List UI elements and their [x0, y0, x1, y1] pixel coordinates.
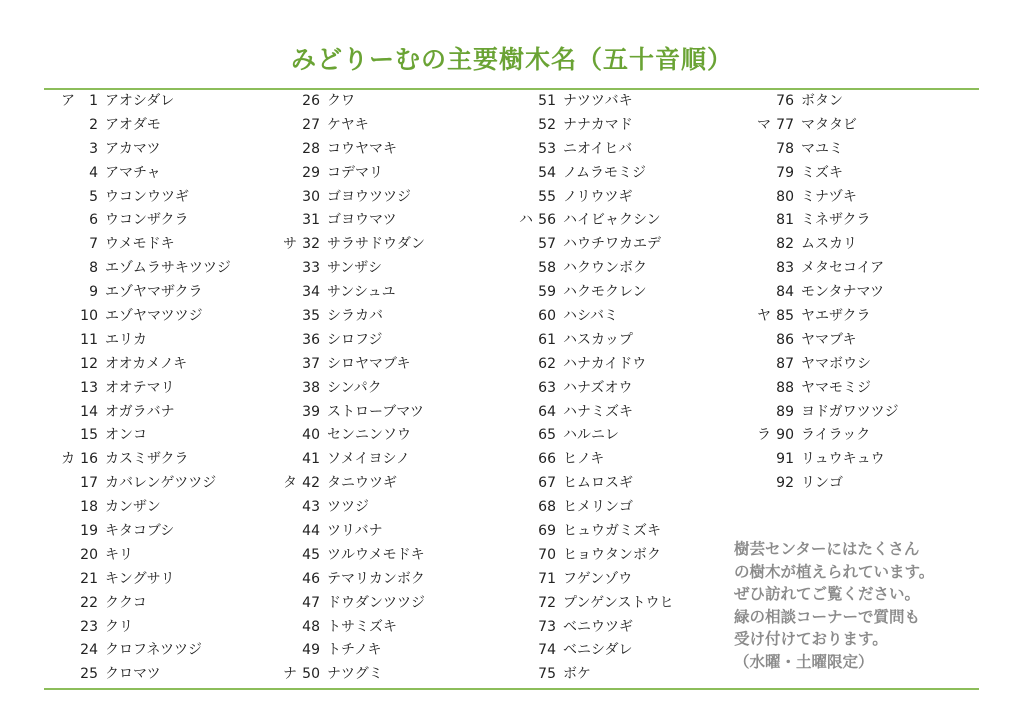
tree-number: 87	[776, 355, 794, 372]
tree-name: ツリバナ	[327, 523, 383, 540]
tree-number: 83	[776, 260, 794, 277]
tree-number: 56	[538, 212, 556, 229]
tree-name: ヒメリンゴ	[563, 499, 633, 516]
kana-index-label: タ	[283, 475, 297, 492]
tree-number: 54	[538, 164, 556, 181]
tree-name: ウメモドキ	[105, 236, 175, 253]
tree-name: カンザン	[105, 499, 161, 516]
tree-name: シラカバ	[327, 308, 383, 325]
tree-number: 80	[776, 188, 794, 205]
tree-name: ハルニレ	[563, 427, 619, 444]
tree-name: ハナカイドウ	[563, 355, 647, 372]
tree-number: 14	[80, 403, 98, 420]
tree-number: 52	[538, 116, 556, 133]
kana-index-label: サ	[283, 236, 297, 253]
tree-name: シロヤマブキ	[327, 355, 411, 372]
note-line: 樹芸センターにはたくさん	[734, 540, 920, 558]
tree-number: 68	[538, 499, 556, 516]
tree-number: 34	[302, 284, 320, 301]
tree-number: 76	[776, 93, 794, 109]
tree-number: 24	[80, 642, 98, 659]
kana-index-label: ラ	[757, 427, 771, 444]
tree-number: 20	[80, 546, 98, 563]
tree-number: 13	[80, 379, 98, 396]
tree-number: 39	[302, 403, 320, 420]
tree-name: プンゲンストウヒ	[563, 594, 674, 611]
tree-name: ストローブマツ	[327, 403, 424, 420]
tree-name: ハナズオウ	[563, 379, 633, 396]
tree-number: 88	[776, 379, 794, 396]
tree-name: シロフジ	[327, 331, 383, 348]
tree-number: 91	[776, 451, 794, 468]
tree-number: 75	[538, 666, 556, 683]
tree-number: 70	[538, 546, 556, 563]
tree-name: マユミ	[801, 140, 843, 157]
tree-name: クリ	[105, 618, 133, 635]
tree-name: サラサドウダン	[327, 236, 425, 253]
tree-number: 61	[538, 331, 556, 348]
tree-number: 47	[302, 594, 320, 611]
tree-name: ヒョウタンボク	[563, 546, 661, 563]
tree-name: シンパク	[327, 379, 382, 396]
tree-name: ヤマボウシ	[801, 355, 871, 372]
tree-number: 1	[89, 93, 98, 109]
kana-index-label: ハ	[519, 212, 533, 229]
note-line: ぜひ訪れてご覧ください。	[734, 585, 921, 603]
tree-number: 43	[302, 499, 320, 516]
tree-number: 31	[302, 212, 320, 229]
tree-name: オオカメノキ	[105, 355, 188, 372]
tree-name: クワ	[327, 93, 355, 109]
tree-number: 77	[776, 116, 794, 133]
tree-name: サンシュユ	[327, 284, 396, 301]
tree-name: ハクモクレン	[563, 284, 647, 301]
tree-name: タニウツギ	[327, 475, 397, 492]
tree-name: ボタン	[801, 93, 843, 109]
tree-number: 30	[302, 188, 320, 205]
tree-name: ボケ	[563, 666, 591, 683]
tree-number: 71	[538, 570, 556, 587]
tree-number: 57	[538, 236, 556, 253]
tree-number: 4	[89, 164, 98, 181]
page-title: みどりーむの主要樹木名（五十音順）	[290, 45, 733, 74]
tree-name: ヤマモミジ	[801, 379, 871, 396]
tree-name: アオダモ	[105, 116, 161, 133]
tree-number: 89	[776, 403, 794, 420]
tree-name: エゾヤマザクラ	[105, 284, 203, 301]
tree-name: ウコンザクラ	[105, 212, 189, 229]
tree-number: 64	[538, 403, 556, 420]
tree-name: クロマツ	[105, 666, 161, 683]
tree-number: 3	[89, 140, 98, 157]
tree-name: ハスカップ	[563, 331, 633, 348]
tree-name: テマリカンボク	[327, 570, 425, 587]
tree-number: 84	[776, 284, 794, 301]
tree-name: ミナヅキ	[801, 188, 857, 205]
tree-name: ヤマブキ	[801, 331, 857, 348]
tree-number: 8	[89, 260, 98, 277]
tree-name: ムスカリ	[801, 236, 857, 253]
tree-name: ノムラモミジ	[563, 164, 647, 181]
tree-name: アオシダレ	[105, 93, 175, 109]
tree-number: 5	[89, 188, 98, 205]
tree-name: サンザシ	[327, 260, 383, 277]
tree-name: ナツツバキ	[563, 93, 633, 109]
tree-name: エリカ	[105, 331, 147, 348]
tree-name: カバレンゲツツジ	[105, 475, 217, 492]
tree-name: ミネザクラ	[801, 212, 871, 229]
tree-name: ゴヨウツツジ	[327, 188, 411, 205]
tree-number: 45	[302, 546, 320, 563]
tree-number: 29	[302, 164, 320, 181]
tree-number: 73	[538, 618, 556, 635]
tree-number: 78	[776, 140, 794, 157]
note-line: 受け付けております。	[734, 630, 888, 648]
tree-name: キタコブシ	[105, 523, 175, 540]
tree-number: 23	[80, 618, 98, 635]
tree-number: 59	[538, 284, 556, 301]
tree-name: リュウキュウ	[801, 451, 885, 468]
tree-number: 41	[302, 451, 320, 468]
tree-number: 18	[80, 499, 98, 516]
tree-name: トサミズキ	[327, 618, 397, 635]
tree-name: ツツジ	[327, 499, 369, 516]
tree-number: 6	[89, 212, 98, 229]
tree-name: オンコ	[105, 427, 147, 444]
tree-number: 27	[302, 116, 320, 133]
tree-number: 32	[302, 236, 320, 253]
tree-number: 40	[302, 427, 320, 444]
tree-name: ハシバミ	[563, 308, 619, 325]
tree-number: 72	[538, 594, 556, 611]
tree-number: 55	[538, 188, 556, 205]
note-line: （水曜・土曜限定）	[734, 652, 874, 671]
tree-number: 21	[80, 570, 98, 587]
tree-name: コデマリ	[327, 164, 383, 181]
tree-number: 60	[538, 308, 556, 325]
tree-number: 28	[302, 140, 320, 157]
note-line: 緑の相談コーナーで質問も	[734, 607, 921, 626]
tree-number: 82	[776, 236, 794, 253]
kana-index-label: マ	[757, 116, 771, 133]
tree-name: アカマツ	[105, 140, 161, 157]
tree-name: フゲンゾウ	[563, 570, 633, 587]
tree-number: 53	[538, 140, 556, 157]
tree-name: ドウダンツツジ	[327, 594, 425, 611]
tree-name: メタセコイア	[801, 260, 885, 277]
tree-name: ニオイヒバ	[563, 140, 633, 157]
tree-name: カスミザクラ	[105, 451, 189, 468]
tree-name: アマチャ	[105, 164, 161, 181]
tree-number: 22	[80, 594, 98, 611]
tree-name: ソメイヨシノ	[327, 451, 410, 468]
tree-name: ツルウメモドキ	[327, 546, 425, 563]
tree-name: トチノキ	[327, 642, 382, 659]
tree-number: 12	[80, 355, 98, 372]
tree-number: 58	[538, 260, 556, 277]
tree-name: リンゴ	[801, 475, 843, 492]
tree-name: ハナミズキ	[563, 403, 633, 420]
tree-name: ノリウツギ	[563, 188, 633, 205]
tree-number: 49	[302, 642, 320, 659]
tree-name: ハクウンボク	[563, 260, 647, 277]
tree-name: ククコ	[105, 594, 147, 611]
tree-number: 36	[302, 331, 320, 348]
kana-index-label: ナ	[283, 666, 297, 683]
tree-name: ハウチワカエデ	[563, 236, 661, 253]
tree-name: ハイビャクシン	[563, 212, 661, 229]
tree-number: 26	[302, 93, 320, 109]
tree-name: ヨドガワツツジ	[801, 403, 899, 420]
tree-number: 90	[776, 427, 794, 444]
tree-name: エゾムラサキツツジ	[105, 260, 231, 277]
tree-number: 10	[80, 308, 98, 325]
tree-number: 33	[302, 260, 320, 277]
tree-number: 15	[80, 427, 98, 444]
tree-number: 63	[538, 379, 556, 396]
tree-name: ナツグミ	[327, 666, 383, 683]
tree-number: 46	[302, 570, 320, 587]
tree-number: 81	[776, 212, 794, 229]
tree-number: 85	[776, 308, 794, 325]
tree-name: オオテマリ	[105, 379, 175, 396]
tree-number: 44	[302, 523, 320, 540]
tree-name: ゴヨウマツ	[327, 212, 397, 229]
info-note	[734, 538, 934, 673]
tree-name: ベニシダレ	[563, 642, 633, 659]
tree-name: コウヤマキ	[327, 140, 397, 157]
tree-number: 38	[302, 379, 320, 396]
tree-number: 65	[538, 427, 556, 444]
tree-name: ウコンウツギ	[105, 188, 189, 205]
tree-number: 7	[89, 236, 98, 253]
tree-number: 17	[80, 475, 98, 492]
tree-number: 25	[80, 666, 98, 683]
tree-number: 48	[302, 618, 320, 635]
bottom-divider	[44, 688, 979, 690]
tree-name: ヤエザクラ	[801, 308, 871, 325]
tree-number: 42	[302, 475, 320, 492]
tree-number: 67	[538, 475, 556, 492]
tree-number: 74	[538, 642, 556, 659]
kana-index-label: ア	[61, 93, 75, 109]
tree-name: ヒノキ	[563, 451, 605, 468]
tree-name: ミズキ	[801, 164, 843, 181]
tree-number: 9	[89, 284, 98, 301]
tree-name: モンタナマツ	[801, 284, 885, 301]
tree-name: ベニウツギ	[563, 618, 633, 635]
tree-number: 62	[538, 355, 556, 372]
tree-number: 37	[302, 355, 320, 372]
tree-name: エゾヤマツツジ	[105, 308, 203, 325]
tree-number: 66	[538, 451, 556, 468]
tree-name: ナナカマド	[563, 116, 633, 133]
tree-name: ヒムロスギ	[563, 475, 633, 492]
tree-name: ライラック	[801, 427, 871, 444]
tree-number: 2	[89, 116, 98, 133]
tree-number: 11	[80, 331, 98, 348]
tree-number: 79	[776, 164, 794, 181]
tree-number: 86	[776, 331, 794, 348]
tree-number: 92	[776, 475, 794, 492]
tree-name: マタタビ	[801, 116, 857, 133]
tree-name: ヒュウガミズキ	[563, 523, 661, 540]
tree-number: 16	[80, 451, 98, 468]
tree-name: キングサリ	[105, 570, 175, 587]
tree-name: ケヤキ	[327, 116, 369, 133]
tree-number: 51	[538, 93, 556, 109]
tree-number: 50	[302, 666, 320, 683]
tree-name: クロフネツツジ	[105, 642, 203, 659]
tree-number: 69	[538, 523, 556, 540]
tree-number: 35	[302, 308, 320, 325]
tree-name: キリ	[105, 546, 133, 563]
kana-index-label: カ	[61, 451, 75, 468]
tree-name: オガラバナ	[105, 403, 175, 420]
kana-index-label: ヤ	[757, 308, 771, 325]
note-line: の樹木が植えられています。	[734, 562, 935, 581]
tree-number: 19	[80, 523, 98, 540]
tree-name: センニンソウ	[327, 427, 411, 444]
